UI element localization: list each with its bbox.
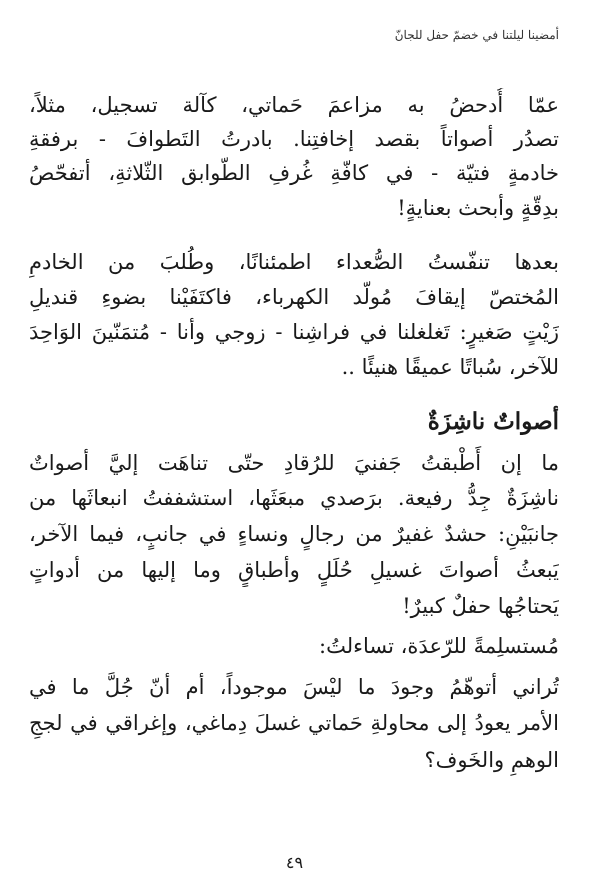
text-line: عمّا أُدحضُ به مزاعمَ حَماتي، كآلة تسجيل، مثلاً، (29, 93, 559, 117)
text-line: خادمةٍ فتيّة - في كافّةِ غُرفِ الطّوابق الثّلاثةِ، أتفحّصُ (29, 161, 559, 185)
page-number: ٤٩ (285, 853, 304, 872)
text-line: زَيْتٍ صَغيرٍ: تَغلغلنا في فراشِنا - زوجي وأنا - مُتمَنّينَ الوَاحِدَ (29, 320, 559, 344)
text-line: ما إن أَطْبقتُ جَفنيَ للرُقادِ حتّى تناهَت إليَّ أصواتٌ (29, 451, 559, 475)
text-line: مُستسلِمةً للرّعدَة، تساءلتُ: (319, 634, 559, 658)
text-line: للآخر، سُباتًا عميقًا هنيئًا .. (341, 355, 559, 379)
text-line: تصدُر أصواتاً بقصد إخافتِنا. بادرتُ التَطوافَ - برفقةِ (29, 127, 559, 151)
text-line: بدِقّةٍ وأبحث بعنايةٍ! (397, 196, 559, 220)
text-line: ناشِزَةٌ جِدُّ رفيعة. برَصدي مبعَثَها، استشففتُ انبعاثَها من (29, 486, 559, 510)
text-line: تُراني أتوهّمُ وجودَ ما ليْسَ موجوداً، أم أنّ جُلَّ ما في (29, 675, 559, 699)
section-heading: أصواتٌ ناشِزَةٌ (427, 408, 559, 435)
text-line: بعدها تنفّستُ الصُّعداء اطمئنانًا، وطُلبَ من الخادمِ (29, 250, 559, 274)
text-line: الأمر يعودُ إلى محاولةِ حَماتي غسلَ دِماغي، وإغراقي في لججِ (29, 711, 559, 735)
text-line: المُختصّ إيقافَ مُولّد الكهرباء، فاكتَفَيْنا بضوءِ قنديلِ (29, 285, 559, 309)
text-line: الوهمِ والخَوف؟ (424, 748, 559, 772)
text-line: يَحتاجُها حفلٌ كبيرٌ! (402, 594, 559, 618)
text-line: يَبعثُ أصواتَ غسيلِ حُلَلٍ وأطباقٍ وما إليها من أدواتٍ (29, 558, 559, 582)
text-line: جانبَيْنِ: حشدٌ غفيرٌ من رجالٍ ونساءٍ في جانبٍ، فيما الآخر، (29, 522, 559, 546)
running-title: أمضينا ليلتنا في خضمّ حفل للجانّ (394, 28, 559, 42)
